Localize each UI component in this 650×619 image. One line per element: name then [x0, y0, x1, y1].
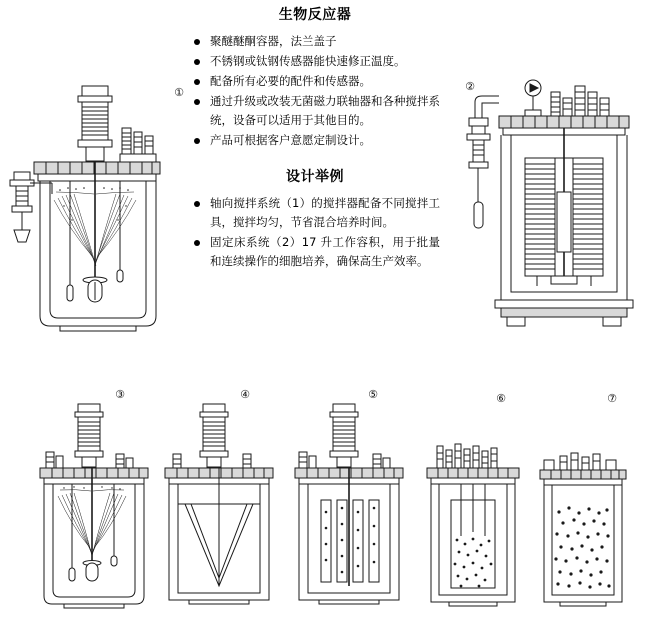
figure-number-6: ⑥: [496, 392, 506, 405]
figure-5-column-vessel: [285, 400, 415, 615]
figure-4-conical-vessel: [155, 400, 285, 615]
page-title: 生物反应器: [278, 7, 352, 23]
figure-number-4: ④: [240, 388, 250, 401]
figure-7-granular-vessel: [530, 450, 640, 615]
figure-3-vessel: [30, 400, 160, 615]
section-title-design: 设计举例: [286, 168, 344, 185]
list-item: 通过升级或改装无菌磁力联轴器和各种搅拌系统，设备可以适用于其他目的。: [190, 92, 440, 130]
figure-number-2: ②: [465, 80, 475, 93]
bullet-list-design: [190, 194, 440, 271]
figure-number-1: ①: [174, 86, 184, 99]
bullet-list-bioreactor: [190, 32, 440, 150]
text-column: [190, 4, 440, 272]
list-item: 不锈钢或钛钢传感器能快速修正温度。: [190, 52, 440, 71]
list-item: 聚醚醚酮容器，法兰盖子: [190, 32, 440, 51]
figure-6-packed-bed-vessel: [415, 440, 530, 615]
figure-1-axial-stirrer: [0, 80, 180, 340]
figure-number-7: ⑦: [607, 392, 617, 405]
list-item: 产品可根据客户意愿定制设计。: [190, 131, 440, 150]
figure-number-5: ⑤: [368, 388, 378, 401]
figure-number-3: ③: [115, 388, 125, 401]
list-item: 固定床系统（2）17 升工作容积，用于批量和连续操作的细胞培养，确保高生产效率。: [190, 233, 440, 271]
figure-2-fixed-bed: [455, 72, 650, 342]
list-item: 轴向搅拌系统（1）的搅拌器配备不同搅拌工具，搅拌均匀，节省混合培养时间。: [190, 194, 440, 232]
list-item: 配备所有必要的配件和传感器。: [190, 72, 440, 91]
